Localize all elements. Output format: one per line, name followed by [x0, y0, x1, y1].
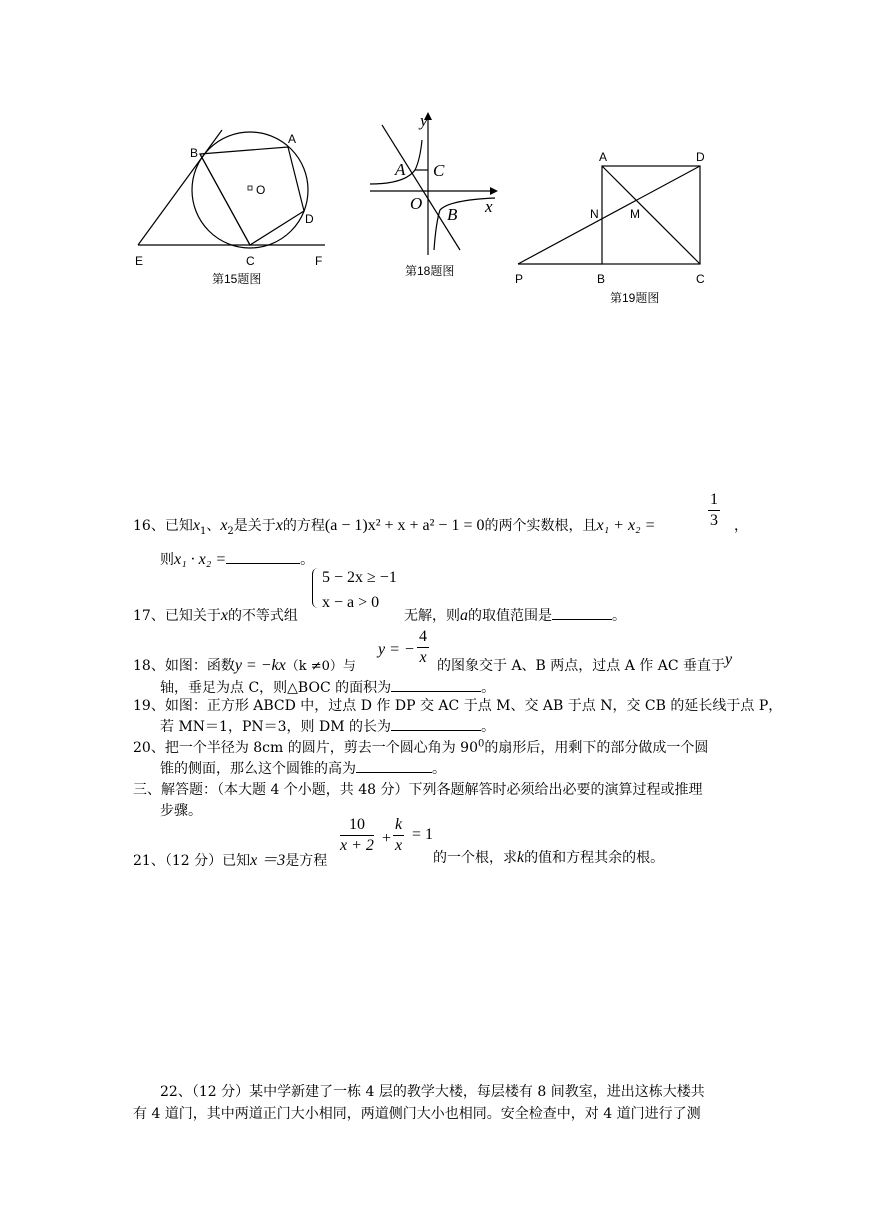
figure-18-caption: 第18题图 — [405, 264, 455, 278]
q18-answer-blank[interactable] — [391, 677, 481, 692]
label-y: y — [420, 111, 428, 130]
q20-end: 。 — [432, 761, 446, 777]
label-x: x — [485, 197, 493, 216]
q21-end: 的值和方程其余的根。 — [524, 850, 665, 866]
label-A: A — [395, 160, 406, 179]
q18-yvar: y — [725, 651, 733, 668]
label-B: B — [597, 272, 606, 286]
q21-frac2-den: x — [395, 837, 403, 854]
label-C: C — [433, 161, 445, 180]
label-O: O — [410, 194, 423, 213]
label-C: C — [696, 272, 705, 286]
figure-18-drawing — [365, 110, 505, 285]
section-3-line2: 步骤。 — [160, 803, 202, 819]
figure-19-caption: 第19题图 — [610, 291, 660, 305]
label-D: D — [696, 150, 705, 164]
q20-degree: 0 — [478, 738, 485, 750]
figure-15 — [130, 125, 330, 285]
q20-answer-blank[interactable] — [356, 758, 432, 773]
label-A: A — [599, 150, 608, 164]
q16-mid3: 的两个实数根，且 — [484, 518, 597, 534]
q21-plus: + — [382, 830, 392, 847]
q16-line2-end: 。 — [300, 552, 315, 568]
q16-mid: 是关于 — [233, 518, 276, 534]
q17-brace — [312, 568, 319, 608]
q20-line2: 锥的侧面，那么这个圆锥的高为 — [160, 761, 356, 777]
label-P: P — [515, 272, 524, 286]
q18-cond: （k ≠0）与 — [285, 659, 356, 674]
label-D: D — [305, 212, 314, 226]
label-F: F — [315, 254, 323, 268]
q21-frac1-den: x + 2 — [340, 837, 374, 854]
q16-mid2: 的方程 — [282, 518, 325, 534]
q16-frac-den: 3 — [710, 512, 718, 529]
q17-ineq2: x − a > 0 — [322, 594, 380, 611]
q16-fraction — [708, 490, 720, 531]
q16-frac-num: 1 — [708, 490, 720, 511]
label-A: A — [288, 132, 297, 146]
q20-line1b: 的扇形后，用剩下的部分做成一个圆 — [484, 740, 709, 756]
q16-sep: 、 — [206, 518, 221, 534]
q17-end-text: 的取值范围是 — [468, 608, 552, 624]
q18-func1: y = −kx — [234, 657, 286, 674]
q21-fraction-1 — [340, 815, 374, 856]
q21-mid2: 的一个根，求 — [433, 850, 517, 866]
q18-line2: 轴，垂足为点 C，则△BOC 的面积为 — [160, 680, 392, 696]
label-M: M — [630, 207, 640, 221]
figure-19 — [510, 148, 720, 308]
q18-frac-den: x — [419, 649, 427, 666]
q17-ineq1: 5 − 2x ≥ −1 — [322, 569, 397, 586]
q18-mid: 的图象交于 A、B 两点，过点 A 作 AC 垂直于 — [437, 658, 726, 674]
q17-mid2: 无解，则 — [404, 608, 460, 624]
q21-prefix: 21、（12 分）已知 — [133, 853, 251, 869]
q18-func2-lhs: y = − — [378, 641, 415, 658]
q18-end: 。 — [481, 680, 496, 696]
label-E: E — [135, 254, 144, 268]
q16-var: x — [275, 517, 283, 534]
label-N: N — [590, 207, 599, 221]
section-3-line1: 三、解答题：（本大题 4 个小题，共 48 分）下列各题解答时必须给出必要的演算过程或推理 — [133, 782, 703, 798]
q16-answer-blank[interactable] — [226, 549, 300, 564]
figure-19-drawing — [510, 148, 720, 308]
q22-line1: 22、（12 分）某中学新建了一栋 4 层的教学大楼，每层楼有 8 间教室，进出这栋大楼共 — [160, 1084, 705, 1100]
q17-prefix: 17、已知关于 — [133, 608, 221, 624]
q16-x2: x — [220, 517, 228, 534]
q16-equation: (a − 1)x² + x + a² − 1 = 0 — [324, 517, 485, 534]
q17-a: a — [460, 607, 468, 624]
q20-line1: 20、把一个半径为 8cm 的圆片，剪去一个圆心角为 90 — [133, 740, 479, 756]
label-C: C — [246, 254, 255, 268]
q19-answer-blank[interactable] — [391, 716, 481, 731]
q19-line1: 19、如图：正方形 ABCD 中，过点 D 作 DP 交 AC 于点 M、交 AB 于点 N，交 CB 的延长线于点 P， — [133, 698, 783, 714]
q16-end: ， — [734, 518, 748, 534]
q17-mid: 的不等式组 — [227, 608, 298, 624]
q16-x1: x — [192, 517, 200, 534]
q21-cond: x ＝3 — [250, 852, 286, 869]
q17-end: 。 — [612, 608, 626, 624]
q19-line2: 若 MN＝1，PN＝3，则 DM 的长为 — [160, 719, 391, 735]
figure-15-caption: 第15题图 — [212, 272, 262, 286]
label-O: O — [256, 183, 266, 197]
q21-fraction-2 — [393, 815, 404, 856]
q21-frac2-num: k — [393, 815, 404, 836]
q17-var: x — [220, 607, 228, 624]
label-B: B — [447, 205, 458, 224]
q19-end: 。 — [480, 719, 495, 735]
q21-frac1-num: 10 — [340, 815, 374, 836]
figure-15-drawing — [130, 125, 330, 285]
q18-fraction — [417, 627, 429, 668]
figure-18 — [365, 110, 505, 285]
q18-frac-num: 4 — [417, 627, 429, 648]
q21-eq: = 1 — [412, 826, 434, 843]
q22-line2: 有 4 道门，其中两道正门大小相同，两道侧门大小也相同。安全检查中，对 4 道门进行了测 — [133, 1106, 701, 1122]
label-B: B — [190, 146, 199, 160]
q21-k: k — [517, 849, 525, 866]
q21-mid: 是方程 — [285, 853, 328, 869]
q16-product: x₁ · x₂ = — [174, 551, 227, 568]
q17-answer-blank[interactable] — [552, 605, 612, 620]
q16-line2-prefix: 则 — [160, 552, 174, 568]
q16-sum: x₁ + x₂ = — [596, 517, 656, 534]
q18-prefix: 18、如图：函数 — [133, 658, 235, 674]
q16-prefix: 16、已知 — [133, 518, 193, 534]
